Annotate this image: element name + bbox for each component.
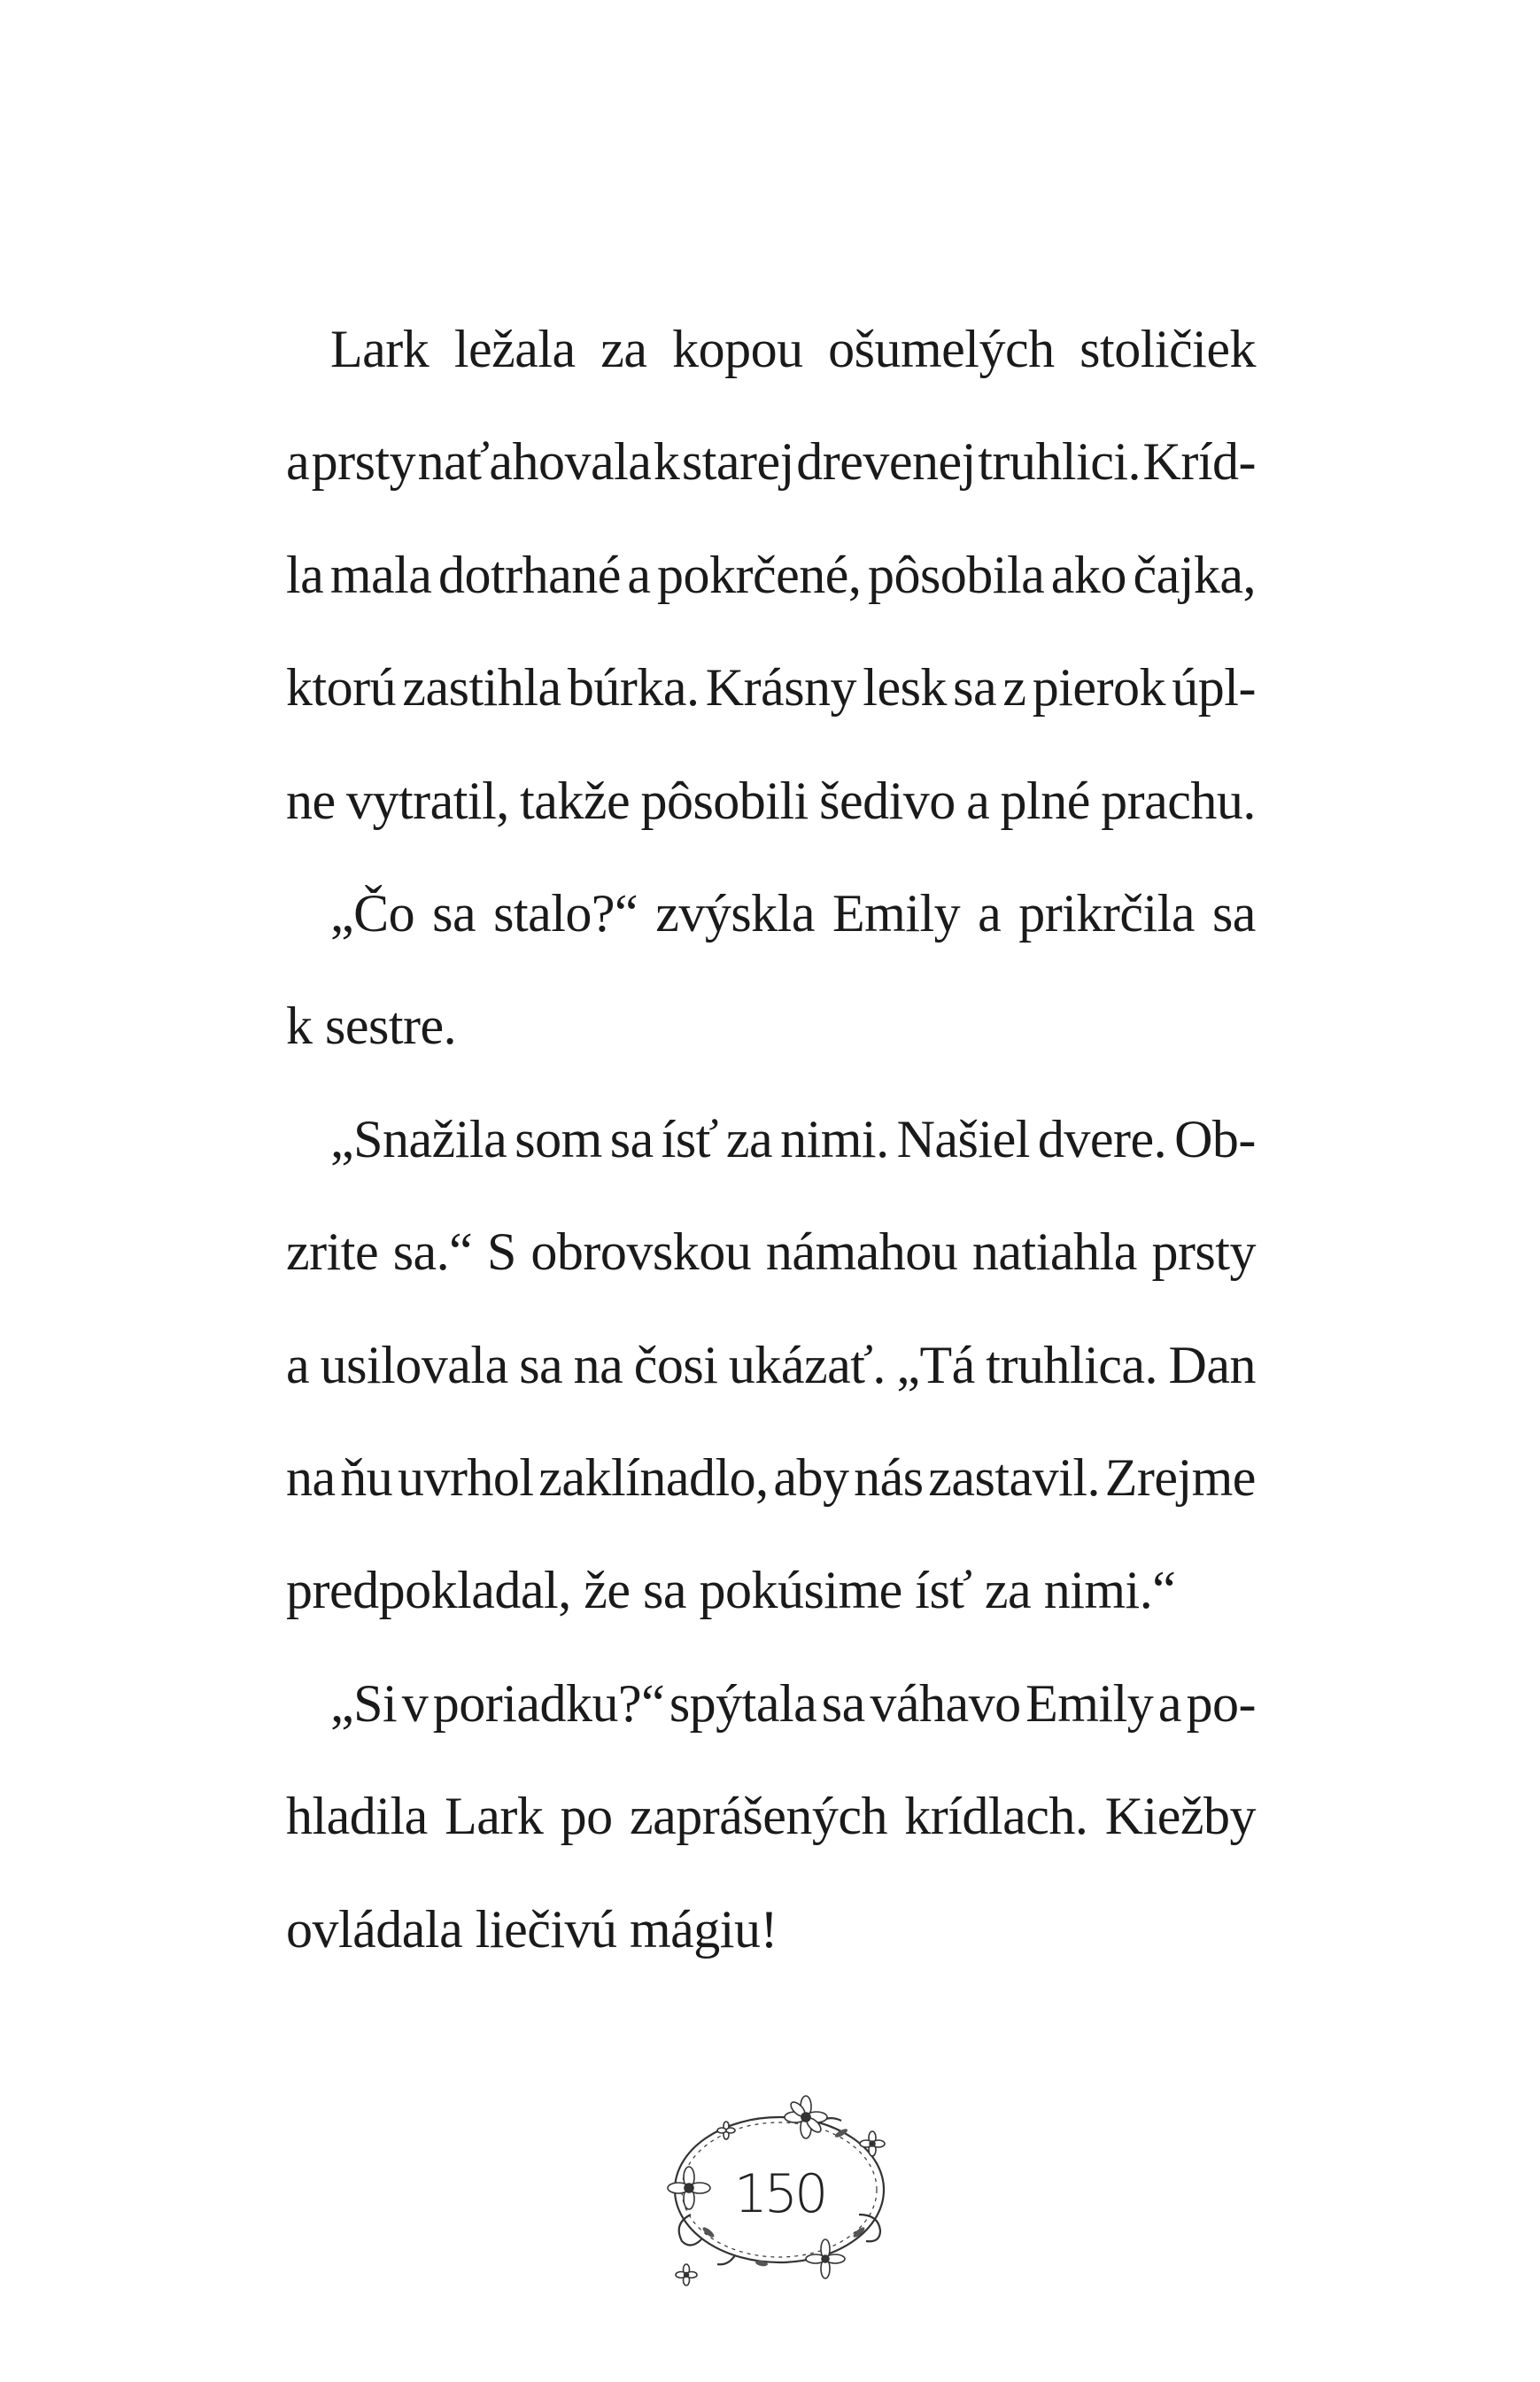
text-line: „Čo sa stalo?“ zvýskla Emily a prikrčila sa xyxy=(330,884,1256,943)
text-line: a usilovala sa na čosi ukázať. „Tá truhlica. Dan xyxy=(286,1335,1256,1394)
text-line: ovládala liečivú mágiu! xyxy=(286,1899,778,1959)
text-line: „Si v poriadku?“ spýtala sa váhavo Emily a po- xyxy=(330,1673,1256,1733)
text-line: ne vytratil, takže pôsobili šedivo a plné prachu. xyxy=(286,771,1256,830)
text-line: la mala dotrhané a pokrčené, pôsobila ako čajka, xyxy=(286,545,1256,604)
text-line: predpokladal, že sa pokúsime ísť za nimi.“ xyxy=(286,1561,1176,1620)
page-number-ornament xyxy=(638,2082,921,2294)
text-line: „Snažila som sa ísť za nimi. Našiel dvere. Ob- xyxy=(330,1109,1256,1168)
text-line: hladila Lark po zaprášených krídlach. Kiežby xyxy=(286,1787,1256,1846)
text-line: ktorú zastihla búrka. Krásny lesk sa z pierok úpl- xyxy=(286,658,1256,718)
page-number: 150 xyxy=(733,2163,825,2225)
text-line: na ňu uvrhol zaklínadlo, aby nás zastavil. Zrejme xyxy=(286,1448,1256,1507)
text-line: zrite sa.“ S obrovskou námahou natiahla prsty xyxy=(286,1222,1256,1282)
text-line: k sestre. xyxy=(286,997,457,1056)
text-line: Lark ležala za kopou ošumelých stoličiek xyxy=(330,320,1256,378)
text-line: a prsty naťahovala k starej drevenej truhlici. Kríd- xyxy=(286,432,1256,492)
